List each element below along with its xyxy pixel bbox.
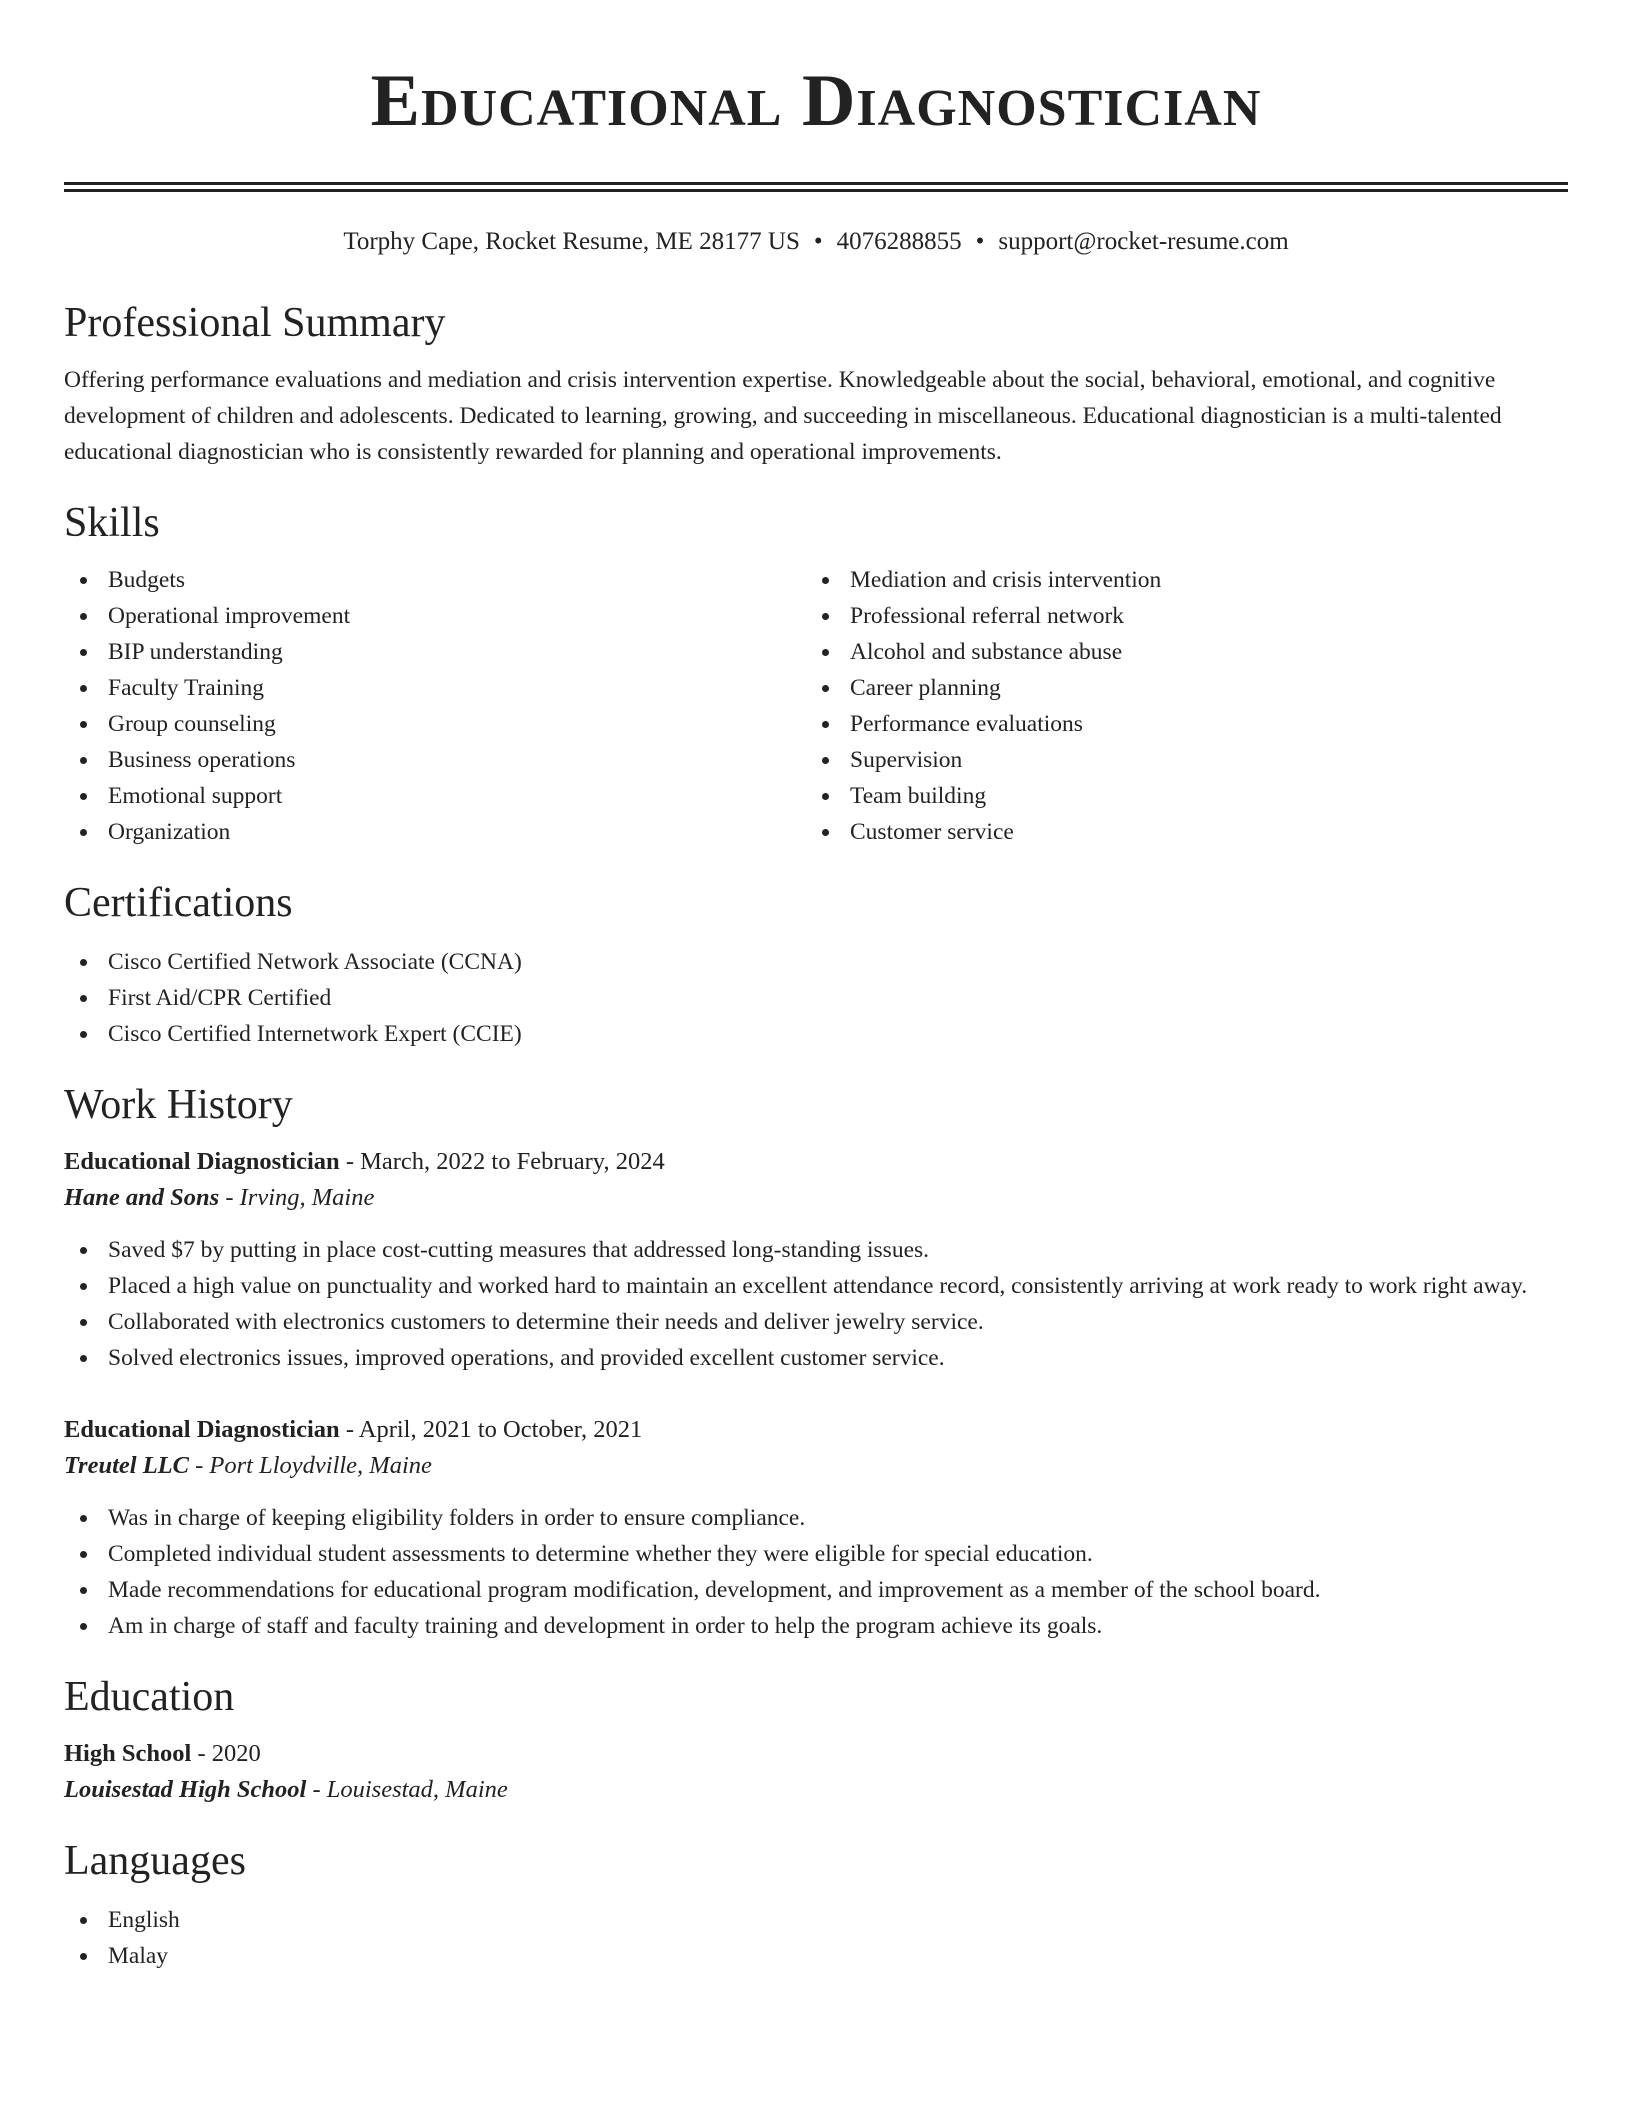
contact-separator: • xyxy=(975,228,985,255)
list-item: Completed individual student assessments to determine whether they were eligible for special education. xyxy=(64,1536,1568,1572)
list-item: Mediation and crisis intervention xyxy=(806,562,1548,598)
certifications-heading: Certifications xyxy=(64,880,293,926)
school-location: - Louisestad, Maine xyxy=(306,1776,508,1803)
job-dates: - April, 2021 to October, 2021 xyxy=(339,1416,643,1443)
contact-address: Torphy Cape, Rocket Resume, ME 28177 US xyxy=(343,228,800,255)
summary-text: Offering performance evaluations and mediation and crisis intervention expertise. Knowledgeable about the social, behavioral, emotional, and cognitive development of children and adolescents. Dedicated to learning, growing, and succeeding in miscellaneous. Educational diagnostician is a multi-talented educational diagnostician who is consistently rewarded for planning and operational improvements. xyxy=(64,367,1502,465)
skills-heading: Skills xyxy=(64,500,160,546)
list-item: Performance evaluations xyxy=(806,706,1548,742)
list-item: Solved electronics issues, improved operations, and provided excellent customer service. xyxy=(64,1340,1568,1376)
list-item: Supervision xyxy=(806,742,1548,778)
list-item: Cisco Certified Network Associate (CCNA) xyxy=(64,944,1568,980)
degree-line xyxy=(64,1736,1568,1772)
company-name: Hane and Sons xyxy=(64,1184,220,1211)
company-line xyxy=(64,1448,1568,1484)
list-item: Saved $7 by putting in place cost-cutting measures that addressed long-standing issues. xyxy=(64,1232,1568,1268)
list-item: Alcohol and substance abuse xyxy=(806,634,1548,670)
skills-list-right xyxy=(806,562,1548,850)
company-line xyxy=(64,1180,1568,1216)
contact-phone: 4076288855 xyxy=(836,228,962,255)
company-location: - Irving, Maine xyxy=(219,1184,375,1211)
list-item: Career planning xyxy=(806,670,1548,706)
school-line xyxy=(64,1772,1568,1808)
job-entry xyxy=(64,1144,1568,1376)
company-location: - Port Lloydville, Maine xyxy=(188,1452,432,1479)
skills-list-left xyxy=(64,562,806,850)
education-heading: Education xyxy=(64,1674,235,1720)
list-item: Emotional support xyxy=(64,778,806,814)
job-title: Educational Diagnostician xyxy=(64,1148,340,1175)
skills-grid xyxy=(64,562,1568,850)
list-item: Team building xyxy=(806,778,1548,814)
list-item: Organization xyxy=(64,814,806,850)
list-item: Collaborated with electronics customers to determine their needs and deliver jewelry service. xyxy=(64,1304,1568,1340)
job-bullets xyxy=(64,1232,1568,1376)
summary-heading: Professional Summary xyxy=(64,300,446,346)
list-item: Made recommendations for educational program modification, development, and improvement as a member of the school board. xyxy=(64,1572,1568,1608)
title-double-rule xyxy=(64,182,1568,192)
list-item: Was in charge of keeping eligibility folders in order to ensure compliance. xyxy=(64,1500,1568,1536)
languages-list xyxy=(64,1902,1568,1974)
school-name: Louisestad High School xyxy=(64,1776,307,1803)
list-item: Faculty Training xyxy=(64,670,806,706)
job-bullets xyxy=(64,1500,1568,1644)
list-item: Customer service xyxy=(806,814,1548,850)
list-item: Malay xyxy=(64,1938,1568,1974)
contact-separator: • xyxy=(813,228,823,255)
list-item: BIP understanding xyxy=(64,634,806,670)
job-title-line xyxy=(64,1412,1568,1448)
list-item: English xyxy=(64,1902,1568,1938)
graduation-year: - 2020 xyxy=(191,1740,261,1767)
list-item: Operational improvement xyxy=(64,598,806,634)
list-item: Business operations xyxy=(64,742,806,778)
contact-email: support@rocket-resume.com xyxy=(998,228,1289,255)
job-dates: - March, 2022 to February, 2024 xyxy=(339,1148,665,1175)
languages-heading: Languages xyxy=(64,1838,246,1884)
list-item: Placed a high value on punctuality and worked hard to maintain an excellent attendance record, consistently arriving at work ready to work right away. xyxy=(64,1268,1568,1304)
certifications-list xyxy=(64,944,1568,1052)
job-entry xyxy=(64,1412,1568,1644)
list-item: First Aid/CPR Certified xyxy=(64,980,1568,1016)
list-item: Group counseling xyxy=(64,706,806,742)
contact-line xyxy=(64,226,1568,258)
job-title: Educational Diagnostician xyxy=(64,1416,340,1443)
job-title-line xyxy=(64,1144,1568,1180)
list-item: Budgets xyxy=(64,562,806,598)
work-history-heading: Work History xyxy=(64,1082,293,1128)
resume-title: Educational Diagnostician xyxy=(370,60,1262,142)
list-item: Cisco Certified Internetwork Expert (CCIE) xyxy=(64,1016,1568,1052)
company-name: Treutel LLC xyxy=(64,1452,189,1479)
list-item: Am in charge of staff and faculty training and development in order to help the program achieve its goals. xyxy=(64,1608,1568,1644)
degree: High School xyxy=(64,1740,192,1767)
list-item: Professional referral network xyxy=(806,598,1548,634)
education-entry xyxy=(64,1736,1568,1808)
